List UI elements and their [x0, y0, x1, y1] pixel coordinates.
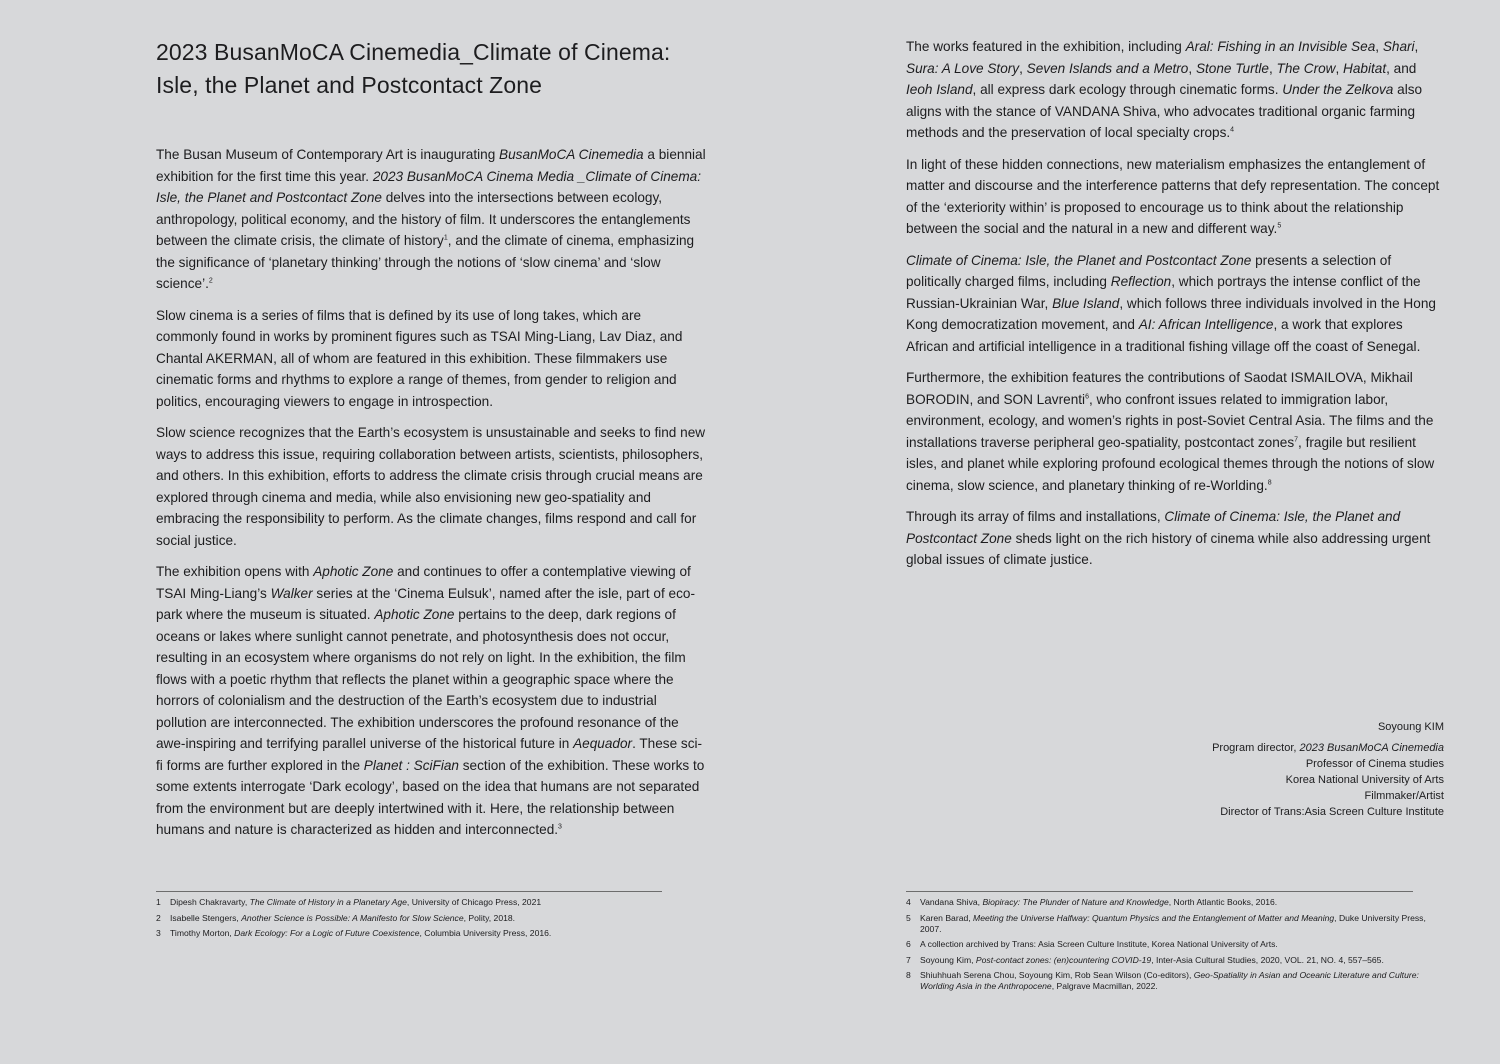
- footnote-text: [920, 939, 1446, 950]
- footnote-text: [170, 928, 662, 939]
- footnote-number: 1: [156, 897, 161, 907]
- paragraph: [906, 506, 1446, 571]
- text-run: Professor of Cinema studies: [1305, 758, 1444, 770]
- paragraph: [906, 36, 1446, 144]
- signature-block: [1212, 719, 1444, 820]
- italic-title: Climate of Cinema: Isle, the Planet and Postcontact Zone: [906, 509, 1401, 546]
- footnote-text: [170, 913, 662, 924]
- footnote-number: 3: [156, 928, 161, 938]
- footnote-ref: 3: [558, 823, 562, 831]
- text-run: ,: [1414, 39, 1419, 54]
- paragraph: [906, 367, 1446, 496]
- text-run: , Columbia University Press, 2016.: [419, 928, 552, 938]
- footnote-number: 5: [906, 912, 911, 923]
- footnote-list-left: [156, 897, 662, 939]
- footnote-text: [920, 955, 1446, 966]
- footnotes-right: [906, 891, 1446, 997]
- text-run: , and: [1386, 60, 1417, 76]
- author-name: Soyoung KIM: [1377, 721, 1444, 733]
- italic-title: AI: African Intelligence: [1138, 317, 1274, 332]
- text-run: delves into the intersections between ecology, anthropology, political economy, and the history of film. It underscores the entanglements between the climate crisis, the climate of history: [156, 190, 691, 248]
- footnote-ref: 1: [443, 234, 448, 242]
- text-run: The exhibition opens with: [156, 564, 314, 579]
- italic-title: Dark Ecology: For a Logic of Future Coexistence: [234, 928, 420, 938]
- text-run: Through its array of films and installations,: [906, 509, 1165, 524]
- text-run: , Palgrave Macmillan, 2022.: [1051, 981, 1158, 991]
- italic-title: Planet : SciFian: [363, 757, 459, 773]
- text-run: ,: [1268, 60, 1277, 76]
- footnote: [906, 897, 1446, 908]
- italic-title: Biopiracy: The Plunder of Nature and Knowledge: [982, 897, 1169, 907]
- footnote: [906, 955, 1446, 966]
- text-run: , which portrays the intense conflict of the Russian-Ukrainian War,: [906, 274, 1421, 311]
- footnote: [906, 939, 1446, 950]
- italic-title: Stone Turtle: [1195, 60, 1269, 76]
- italic-title: BusanMoCA Cinemedia: [499, 147, 644, 162]
- footnote-text: [920, 970, 1446, 992]
- text-run: , which follows three individuals involved in the Hong Kong democratization movement, and: [906, 295, 1436, 332]
- text-run: , Inter-Asia Cultural Studies, 2020, VOL. 21, NO. 4, 557–565.: [1151, 954, 1384, 965]
- footnote-ref: 6: [1085, 392, 1089, 400]
- text-run: , Polity, 2018.: [463, 912, 516, 923]
- paragraph: [906, 154, 1446, 240]
- footnote-divider: [906, 891, 1413, 892]
- footnote-ref: 7: [1294, 435, 1299, 443]
- text-run: Shiuhhuah Serena Chou, Soyoung Kim, Rob Sean Wilson (Co-editors),: [920, 970, 1194, 980]
- text-run: series at the ‘Cinema Eulsuk’, named after the isle, part of eco-park where the museum is situated.: [156, 585, 695, 622]
- footnote-text: [920, 913, 1446, 935]
- text-run: In light of these hidden connections, new materialism emphasizes the entanglement of matter and discourse and the interference patterns that defy representation. The concept of the ‘exteriority within’ is proposed to encourage us to think about the relationship between the social and the natural in a new and different way.: [906, 156, 1440, 236]
- italic-title: Shari: [1382, 39, 1415, 54]
- footnote: [906, 970, 1446, 992]
- footnote-number: 6: [906, 939, 911, 949]
- italic-title: Geo-Spatiality in Asian and Oceanic Literature and Culture: Worlding Asia in the Anthropocene: [920, 970, 1419, 991]
- footnote: [156, 897, 662, 908]
- text-run: Vandana Shiva,: [920, 897, 983, 907]
- page-title: 2023 BusanMoCA Cinemedia_Climate of Cinema: Isle, the Planet and Postcontact Zone: [156, 39, 671, 98]
- footnote: [156, 913, 662, 924]
- text-run: , North Atlantic Books, 2016.: [1168, 897, 1278, 907]
- italic-title: Ieoh Island: [906, 82, 973, 97]
- right-column: [906, 36, 1446, 581]
- text-run: Isabelle Stengers,: [170, 912, 242, 923]
- text-run: pertains to the deep, dark regions of oceans or lakes where sunlight cannot penetrate, and photosynthesis does not occur, resulting in an ecosystem where organisms do not rely on light. In the exhibition, the film flows with a poetic rhythm that reflects the planet within a geographic space where the horrors of colonialism and the destruction of the Earth’s ecosystem due to industrial pollution are interconnected. The exhibition underscores the profound resonance of the awe-inspiring and terrifying parallel universe of the historical future in: [156, 607, 686, 751]
- text-run: , Duke University Press, 2007.: [920, 912, 1426, 934]
- text-run: ,: [1188, 60, 1196, 76]
- text-run: , a work that explores African and artificial intelligence in a traditional fishing village off the coast of Senegal.: [906, 317, 1421, 354]
- text-run: presents a selection of politically charged films, including: [906, 252, 1392, 289]
- italic-title: Sura: A Love Story: [906, 60, 1020, 76]
- paragraph: [156, 561, 706, 841]
- italic-title: 2023 BusanMoCA Cinema Media _Climate of Cinema: Isle, the Planet and Postcontact Zone: [156, 168, 702, 205]
- text-run: Director of Trans:Asia Screen Culture Institute: [1220, 806, 1444, 818]
- text-run: section of the exhibition. These works to some extents interrogate ‘Dark ecology’, based on the idea that humans are not separated from the environment but are deeply intertwined with it. Here, the relationship between humans and nature is characterized as hidden and interconnected.: [156, 757, 705, 837]
- italic-title: Under the Zelkova: [1282, 82, 1394, 97]
- footnote-ref: 5: [1277, 222, 1282, 230]
- text-run: The Busan Museum of Contemporary Art is inaugurating: [156, 147, 500, 162]
- author-role: [1212, 788, 1444, 804]
- text-run: a biennial exhibition for the first time this year.: [156, 147, 706, 184]
- text-run: . These sci-fi forms are further explored in the: [156, 736, 703, 773]
- paragraph: [156, 144, 706, 295]
- author-roles: [1212, 740, 1444, 820]
- text-run: , University of Chicago Press, 2021: [406, 897, 542, 907]
- text-run: ,: [1375, 39, 1383, 54]
- footnote-number: 2: [156, 912, 161, 923]
- footnote-ref: 4: [1230, 126, 1235, 134]
- paragraph: [906, 250, 1446, 358]
- text-run: Slow science recognizes that the Earth’s ecosystem is unsustainable and seeks to find new ways to address this issue, requiring collaboration between artists, scientists, philosophers, and others. In this exhibition, efforts to address the climate crisis through crucial means are explored through cinema and media, while also envisioning new geo-spatiality and embracing the responsibility to perform. As the climate changes, films respond and call for social justice.: [156, 425, 706, 548]
- footnotes-left: [156, 891, 662, 944]
- italic-title: Another Science is Possible: A Manifesto for Slow Science: [241, 912, 464, 923]
- text-run: Slow cinema is a series of films that is defined by its use of long takes, which are commonly found in works by prominent figures such as TSAI Ming-Liang, Lav Diaz, and Chantal AKERMAN, all of whom are featured in this exhibition. These filmmakers use cinematic forms and rhythms to explore a range of themes, from gender to religion and politics, encouraging viewers to engage in introspection.: [156, 307, 683, 409]
- author-role: [1212, 756, 1444, 772]
- footnote: [906, 913, 1446, 935]
- italic-title: Climate of Cinema: Isle, the Planet and Postcontact Zone: [906, 252, 1252, 268]
- author-role: [1212, 740, 1444, 756]
- footnote-ref: 8: [1267, 478, 1272, 486]
- paragraph: [156, 422, 706, 551]
- footnote-ref: 2: [208, 277, 213, 285]
- footnote-number: 8: [906, 970, 911, 980]
- italic-title: Aral: Fishing in an Invisible Sea: [1185, 39, 1376, 54]
- italic-title: 2023 BusanMoCA Cinemedia: [1299, 742, 1444, 754]
- italic-title: The Crow: [1276, 60, 1336, 76]
- footnote-number: 4: [906, 897, 911, 907]
- italic-title: Post-contact zones: (en)countering COVID-19: [975, 954, 1152, 965]
- italic-title: Reflection: [1110, 274, 1172, 289]
- text-run: Dipesh Chakravarty,: [170, 897, 250, 907]
- footnote: [156, 928, 662, 939]
- italic-title: Aequador: [573, 736, 633, 751]
- text-run: Soyoung Kim,: [920, 954, 976, 965]
- italic-title: Habitat: [1343, 60, 1387, 76]
- footnote-list-right: [906, 897, 1446, 992]
- text-run: Program director,: [1212, 742, 1300, 754]
- text-run: ,: [1335, 60, 1344, 76]
- text-run: and continues to offer a contemplative viewing of TSAI Ming-Liang’s: [156, 564, 691, 601]
- author-role: [1212, 804, 1444, 820]
- italic-title: Walker: [270, 585, 313, 601]
- text-run: ,: [1019, 60, 1027, 76]
- italic-title: Meeting the Universe Halfway: Quantum Physics and the Entanglement of Matter and Meaning: [973, 912, 1335, 923]
- text-run: also aligns with the stance of VANDANA Shiva, who advocates traditional organic farming methods and the preservation of local specialty crops.: [906, 82, 1423, 140]
- left-body: [156, 144, 706, 841]
- author-role: [1212, 772, 1444, 788]
- right-body: [906, 36, 1446, 571]
- footnote-divider: [156, 891, 662, 892]
- italic-title: Seven Islands and a Metro: [1026, 60, 1189, 76]
- text-run: , who confront issues related to immigration labor, environment, ecology, and women’s rights in post-Soviet Central Asia. The films and the installations traverse peripheral geo-spatiality, postcontact zones: [906, 391, 1434, 450]
- italic-title: Blue Island: [1052, 295, 1120, 311]
- footnote-number: 7: [906, 954, 911, 965]
- left-column: [156, 36, 706, 851]
- text-run: Filmmaker/Artist: [1364, 790, 1444, 802]
- footnote-text: [920, 897, 1446, 908]
- text-run: , fragile but resilient isles, and planet while exploring profound ecological themes through the notions of slow cinema, slow science, and planetary thinking of re-Worlding.: [906, 434, 1435, 493]
- italic-title: The Climate of History in a Planetary Age: [249, 897, 407, 907]
- text-run: , all express dark ecology through cinematic forms.: [972, 82, 1283, 97]
- text-run: Karen Barad,: [920, 912, 974, 923]
- text-run: Furthermore, the exhibition features the contributions of Saodat ISMAILOVA, Mikhail BORODIN, and SON Lavrenti: [906, 370, 1413, 407]
- italic-title: Aphotic Zone: [374, 607, 455, 622]
- text-run: The works featured in the exhibition, including: [906, 39, 1186, 54]
- text-run: A collection archived by Trans: Asia Screen Culture Institute, Korea National University of Arts.: [920, 939, 1278, 949]
- text-run: sheds light on the rich history of cinema while also addressing urgent global issues of climate justice.: [906, 530, 1431, 567]
- text-run: Timothy Morton,: [170, 928, 235, 938]
- text-run: Korea National University of Arts: [1285, 774, 1444, 786]
- text-run: , and the climate of cinema, emphasizing the significance of ‘planetary thinking’ through the notions of ‘slow cinema’ and ‘slow science’.: [156, 233, 695, 291]
- footnote-text: [170, 897, 662, 908]
- italic-title: Aphotic Zone: [313, 564, 394, 579]
- paragraph: [156, 305, 706, 413]
